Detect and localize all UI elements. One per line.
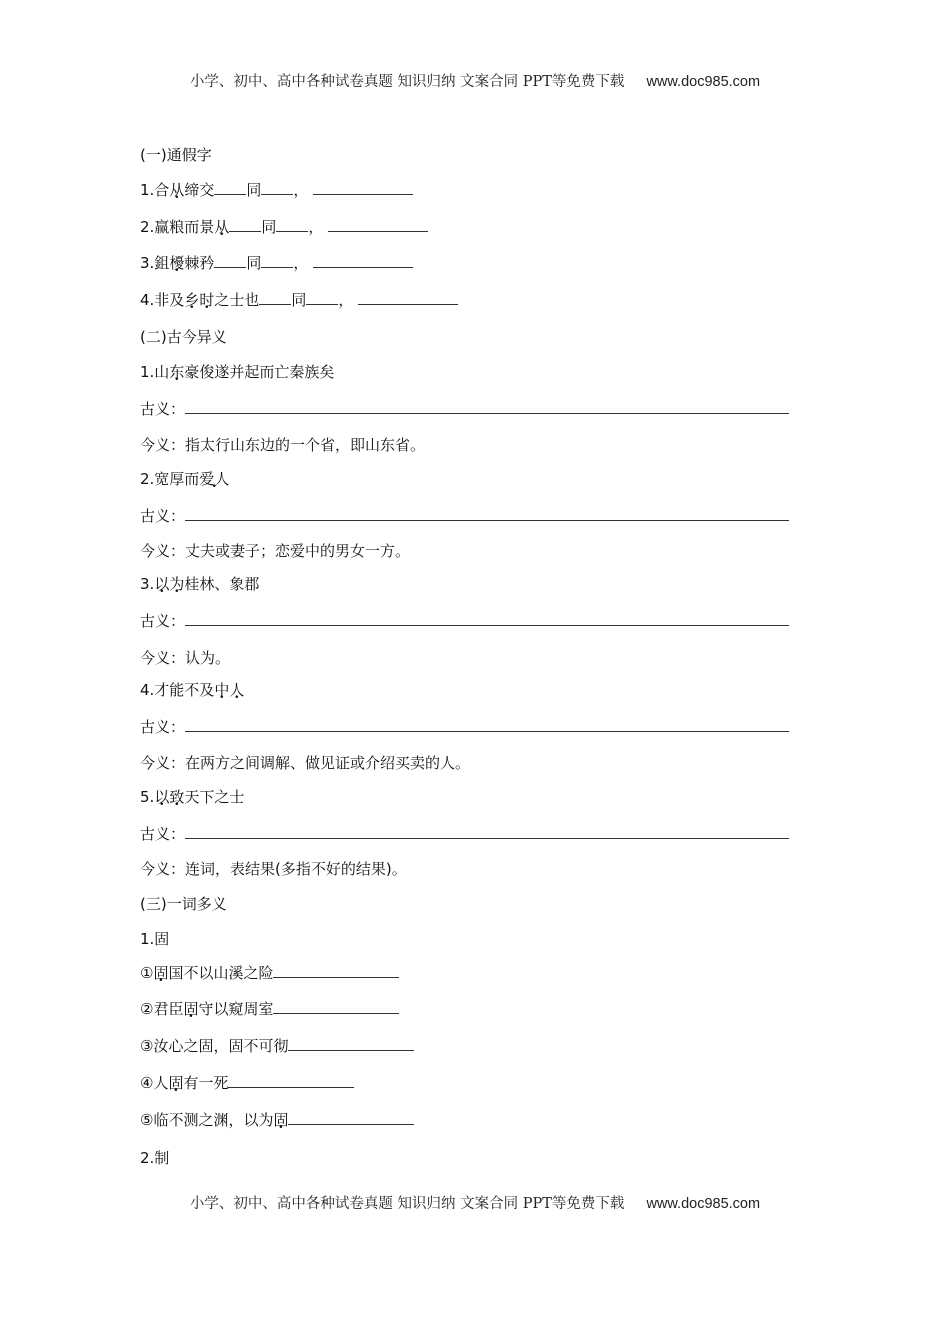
dotted-char: 从 <box>214 218 230 236</box>
item-text: ④人 <box>140 1074 169 1092</box>
item-text: 棘矜 <box>184 254 215 272</box>
answer-blank[interactable] <box>306 290 338 305</box>
item-text: 3. <box>140 575 155 593</box>
dotted-char: 从 <box>169 181 185 199</box>
answer-blank[interactable] <box>261 253 293 268</box>
jin-yi-line: 今义：认为。 <box>140 649 231 667</box>
question-item: 3.鉏櫌棘矜 同 ， <box>140 253 413 273</box>
header-site[interactable]: www.doc985.com <box>646 74 761 90</box>
item-text: 之士也 <box>214 291 260 309</box>
answer-blank[interactable] <box>288 1110 414 1125</box>
item-text: 有一死 <box>183 1074 229 1092</box>
word-heading: 2.制 <box>140 1149 170 1167</box>
item-text: 同 <box>246 254 262 272</box>
dotted-char: 固 <box>183 1000 199 1018</box>
dotted-char: 櫌 <box>169 254 185 272</box>
item-text: 1.山 <box>140 363 170 381</box>
item-text: 2.宽厚而 <box>140 470 200 488</box>
gu-yi-line <box>140 824 789 844</box>
section-title-yiciduoyi: (三)一词多义 <box>140 895 227 913</box>
question-item <box>140 574 259 594</box>
question-item: 2.赢粮而景从 同 ， <box>140 217 428 237</box>
gu-yi-label: 古义： <box>140 718 186 736</box>
item-text: 同 <box>291 291 307 309</box>
example-item <box>140 999 399 1019</box>
answer-blank[interactable] <box>313 253 413 268</box>
footer-text: 小学、初中、高中各种试卷真题 知识归纳 文案合同 PPT等免费下载 <box>189 1196 625 1212</box>
item-text: 同 <box>246 181 262 199</box>
dotted-char: 以 <box>154 788 170 806</box>
dotted-char: 人 <box>229 681 245 699</box>
example-item <box>140 963 399 983</box>
gu-yi-label: 古义： <box>140 612 186 630</box>
item-text: ⑤临不测之渊，以为 <box>140 1111 274 1129</box>
answer-blank[interactable] <box>358 290 458 305</box>
example-item <box>140 1073 354 1093</box>
answer-blank[interactable] <box>185 717 789 732</box>
question-item <box>140 469 229 489</box>
answer-blank[interactable] <box>185 506 789 521</box>
answer-blank[interactable] <box>273 999 399 1014</box>
item-text: 桂林、象郡 <box>184 575 260 593</box>
item-text: ① <box>140 964 154 982</box>
question-item <box>140 362 334 382</box>
question-item: 4.非及乡时之士也 同 ， <box>140 290 458 310</box>
answer-blank[interactable] <box>261 180 293 195</box>
answer-blank[interactable] <box>214 253 246 268</box>
dotted-char: 固 <box>273 1111 289 1129</box>
jin-yi-line: 今义：连词，表结果(多指不好的结果)。 <box>140 860 407 878</box>
dotted-char: 为 <box>169 575 185 593</box>
answer-blank[interactable] <box>185 611 789 626</box>
item-text: 国不以山溪之险 <box>168 964 274 982</box>
answer-blank[interactable] <box>313 180 413 195</box>
footer-site[interactable]: www.doc985.com <box>646 1196 761 1212</box>
item-text: 豪俊遂并起而亡秦族矣 <box>184 363 335 381</box>
gu-yi-label: 古义： <box>140 507 186 525</box>
word-heading: 1.固 <box>140 930 170 948</box>
dotted-char: 致 <box>169 788 185 806</box>
dotted-char: 时 <box>199 291 215 309</box>
gu-yi-label: 古义： <box>140 825 186 843</box>
item-text: 2.赢粮而景 <box>140 218 215 236</box>
item-text: 守以窥周室 <box>198 1000 274 1018</box>
item-text: 缔交 <box>184 181 215 199</box>
item-text: ③汝心之固，固不可彻 <box>140 1037 289 1055</box>
example-item <box>140 1110 414 1130</box>
question-item: 1.合从缔交 同 ， <box>140 180 413 200</box>
gu-yi-line <box>140 399 789 419</box>
dotted-char: 东 <box>169 363 185 381</box>
answer-blank[interactable] <box>328 217 428 232</box>
section-title-tongjiazi: (一)通假字 <box>140 146 212 164</box>
gu-yi-line <box>140 611 789 631</box>
answer-blank[interactable] <box>276 217 308 232</box>
example-item <box>140 1036 414 1056</box>
dotted-char: 中 <box>214 681 230 699</box>
item-text: ②君臣 <box>140 1000 184 1018</box>
item-text: 5. <box>140 788 155 806</box>
item-text: 天下之士 <box>184 788 245 806</box>
answer-blank[interactable] <box>288 1036 414 1051</box>
page-footer <box>0 1192 950 1213</box>
item-text: 同 <box>261 218 277 236</box>
answer-blank[interactable] <box>185 399 789 414</box>
gu-yi-line <box>140 717 789 737</box>
gu-yi-line <box>140 506 789 526</box>
section-title-gujinyiyi: (二)古今异义 <box>140 328 227 346</box>
dotted-char: 固 <box>153 964 169 982</box>
item-text: 3. <box>140 254 155 272</box>
dotted-char: 乡 <box>184 291 200 309</box>
question-item <box>140 680 244 700</box>
answer-blank[interactable] <box>259 290 291 305</box>
jin-yi-line: 今义：指太行山东边的一个省，即山东省。 <box>140 436 426 454</box>
gu-yi-label: 古义： <box>140 400 186 418</box>
page-header <box>0 70 950 91</box>
header-text: 小学、初中、高中各种试卷真题 知识归纳 文案合同 PPT等免费下载 <box>189 74 625 90</box>
jin-yi-line: 今义：在两方之间调解、做见证或介绍买卖的人。 <box>140 754 471 772</box>
dotted-char: 以 <box>154 575 170 593</box>
answer-blank[interactable] <box>273 963 399 978</box>
question-item <box>140 787 244 807</box>
answer-blank[interactable] <box>228 1073 354 1088</box>
dotted-char: 爱人 <box>199 470 230 488</box>
item-text: 1.合 <box>140 181 170 199</box>
item-text: 鉏 <box>154 254 170 272</box>
answer-blank[interactable] <box>214 180 246 195</box>
answer-blank[interactable] <box>185 824 789 839</box>
answer-blank[interactable] <box>229 217 261 232</box>
item-text: 4.非及 <box>140 291 185 309</box>
dotted-char: 固 <box>168 1074 184 1092</box>
jin-yi-line: 今义：丈夫或妻子；恋爱中的男女一方。 <box>140 542 411 560</box>
item-text: 4.才能不及 <box>140 681 215 699</box>
